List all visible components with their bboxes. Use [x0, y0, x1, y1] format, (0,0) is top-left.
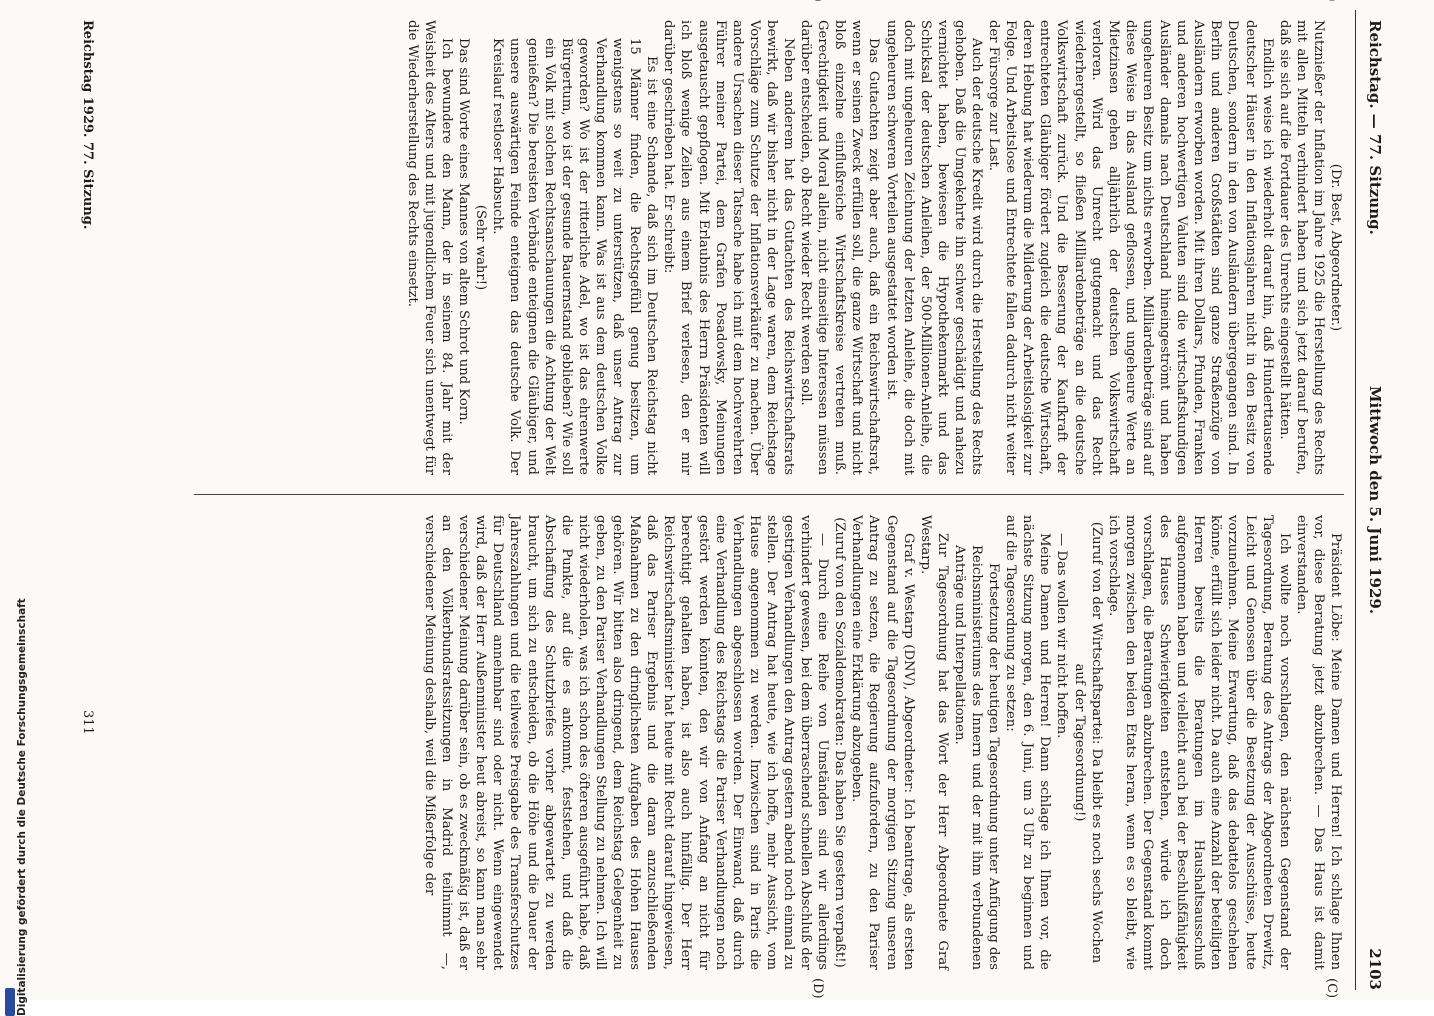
paragraph: Graf v. Westarp (DNV), Abgeordneter: Ich beantrage, als ersten Gegenstand auf die Tagesordnung der morgigen Sitzung unseren Antrag zu setzen, die Regierung aufzufordern, zu den Pariser Verhandlungen eine Erklärung abzugeben.: [849, 515, 916, 970]
left-column: [404, 20, 1344, 475]
right-column: [421, 515, 1344, 970]
paragraph: Präsident Löbe: Meine Damen und Herren! Ich schlage Ihnen vor, diese Beratung jetzt abzubrechen. — Das Haus ist damit einverstanden.: [1293, 515, 1343, 970]
paragraph: Ich bewundere den Mann, der in seinem 84. Jahr mit der Weisheit des Alters und mit jugendlichem Feuer sich unentwegt für die Wiederherstellung des Rechts einsetzt.: [404, 20, 455, 475]
header-date: Mittwoch den 5. Juni 1929.: [1366, 385, 1384, 615]
interjection: (Zuruf von den Sozialdemokraten: Das haben Sie gestern verpaßt!): [832, 517, 848, 968]
margin-mark-b: [809, 0, 826, 2]
page-header: [1364, 10, 1386, 990]
interjection: (Zuruf von der Wirtschaftspartei: Da bleibt es noch sechs Wochen auf der Tagesordnung!): [1071, 521, 1104, 964]
interjection: (Sehr wahr!): [473, 204, 489, 291]
paragraph: Neben anderem hat das Gutachten des Reichswirtschaftsrats bewirkt, daß wir bisher nicht in der Lage waren, dem Reichstage Vorschläge zum Schutze der Inflationsverkäufer zu machen. Über andere Ursachen dieser Tatsache habe ich mit dem hochverehrten Führer meiner Partei, dem Grafen Posadowsky, Meinungen ausgetauscht gepflogen. Mit Erlaubnis des Herrn Präsidenten will ich bloß wenige Zeilen aus einem Brief verlesen, den er mir darüber geschrieben hat. Er schreibt:: [661, 20, 796, 475]
digitization-credit-text: Digitalisierung gefördert durch die Deutsche Forschungsgemeinschaft: [16, 598, 28, 1016]
digitization-credit: [2, 20, 28, 1016]
rotated-printed-page: [66, 10, 1386, 999]
paragraph: Nutznießer der Inflation im Jahre 1925 die Herstellung des Rechts mit allen Mitteln verhindert haben und sich jetzt darauf berufen, daß sie sich auf die Fortdauer des Unrechts eingestellt hätten.: [1276, 20, 1326, 475]
paragraph: Ich wollte noch vorschlagen, den nächsten Gegenstand der Tagesordnung, Beratung des Antrags der Abgeordneten Drewitz, Leicht und Genossen über die Besetzung der Ausschüsse, heute vorzunehmen. Meine Erwartung, daß das debattelos geschehen könne, erfüllt sich leider nicht. Da auch eine Anzahl der beteiligten Herren bereits die Beratungen im Haushaltsausschuß aufgenommen haben und vielleicht auch bei der Beschlußfähigkeit des Hauses Schwierigkeiten entstehen, würde ich doch vorschlagen, die Beratungen abzubrechen. Der Gegenstand kommt morgen zwischen den beiden Etats heran, wenn es so bleibt, wie ich vorschlage.: [1105, 515, 1292, 970]
paragraph: Zur Tagesordnung hat das Wort der Herr Abgeordnete Graf Westarp.: [917, 515, 950, 970]
header-left: Reichstag. — 77. Sitzung.: [1366, 20, 1384, 235]
paragraph: Auch der deutsche Kredit wird durch die Herstellung des Rechts gehoben. Daß die Umgekehrte ihn schwer geschädigt und nahezu vernichtet haben, bewiesen die Hypothekenmarkt und das Schicksal der deutschen Anleihen, der 500-Millionen-Anleihe, die doch mit ungeheuren Zeichnung der letzten Anleihe, die doch mit ungeheuren schweren Vorteilen ausgestattet worden ist.: [883, 20, 985, 475]
quoted-letter: Es ist eine Schande, daß sich im Deutschen Reichstag nicht 15 Männer finden, die Rechtsgefühl genug besitzen, um wenigstens so weit zu unterstützen, daß unser Antrag zur Verhandlung kommen kann. Was ist aus dem deutschen Volke geworden? Wo ist der ritterliche Adel, wo ist das ehrenwerte Bürgertum, wo ist der gesunde Bauernstand geblieben? Wie soll ein Volk mit solchen Rechtsanschauungen die Achtung der Welt genießen? Die bereisten Verbände enteignen die Gläubiger, und unsere auswärtigen Feinde enteignen das deutsche Volk. Der Kreislauf restloser Habsucht.: [490, 38, 660, 475]
speaker-attribution: (Dr. Best, Abgeordneter.): [1328, 163, 1343, 332]
paragraph: Meine Damen und Herren! Dann schlage ich Ihnen vor, die nächste Sitzung morgen, den 6. Juni, um 3 Uhr zu beginnen und auf die Tagesordnung zu setzen:: [1003, 515, 1053, 970]
paragraph: Das sind Worte eines Mannes von altem Schrot und Korn.: [456, 38, 472, 425]
page-number: 2103: [1366, 948, 1384, 990]
margin-mark-d: (D): [810, 978, 825, 999]
paragraph: Endlich weise ich wiederholt darauf hin, daß Hunderttausende deutscher Häuser in den Inflationsjahren nicht in den Besitz von Deutschen, sondern in den von Ausländern übergegangen sind. In Berlin und anderen Großstädten sind ganze Straßenzüge von Ausländern erworben worden. Mit ihren Dollars, Pfunden, Franken und anderen hochwertigen Valuten sind die wirtschaftskundigen Ausländer damals nach Deutschland hineingeströmt und haben ungeheuren Besitz um nichts erworben. Milliardenbeträge sind auf diese Weise in das Ausland geflossen, und ungeheure Werte an Mietzinsen gehen alljährlich der deutschen Volkswirtschaft verloren. Wird das Unrecht gutgemacht und das Recht wiederhergestellt, so fließen Milliardenbeträge an die deutsche Volkswirtschaft zurück. Und die Besserung der Kaufkraft der entrechteten Gläubiger fördert zugleich die deutsche Wirtschaft, deren Hebung hat wiederum die Milderung der Arbeitslosigkeit zur Folge. Und Arbeitslose und Entrechtete fallen dadurch nicht weiter der Fürsorge zur Last.: [986, 20, 1275, 475]
paragraph: — Das wollen wir nicht hoffen.: [1054, 533, 1070, 739]
column-divider: [194, 494, 1344, 495]
footer-sheet-number: 311: [80, 710, 95, 735]
agenda-item: Fortsetzung der heutigen Tagesordnung unter Anfügung des Reichsministeriums des Innern und der mit ihm verbundenen Anträge und Interpellationen.: [951, 545, 1002, 970]
footer-session: Reichstag 1929. 77. Sitzung.: [80, 20, 95, 230]
paragraph: — Durch eine Reihe von Umständen sind wir allerdings verhindert gewesen, bei dem überraschend schnellen Abschluß der gestrigen Verhandlungen den Antrag gestern abend noch einmal zu stellen. Der Antrag hat heute, wie ich hoffe, mehr Aussicht, vom Hause angenommen zu werden. Inzwischen sind in Paris die Verhandlungen abgeschlossen worden. Der Einwand, daß durch eine Verhandlung des Reichstags die Pariser Verhandlungen noch gestört werden könnten, den wir von Anfang an nicht für berechtigt gehalten haben, ist also auch hinfällig. Der Herr Reichswirtschaftsminister hat heute mit Recht darauf hingewiesen, daß das Pariser Ergebnis und die daran anzuschließenden Maßnahmen zu den dringlichsten Aufgaben des Hohen Hauses gehören. Wir bitten also dringend, dem Reichstag Gelegenheit zu geben, zu den Pariser Verhandlungen Stellung zu nehmen. Ich will nicht wiederholen, was ich schon des öfteren ausgeführt habe, daß die Punkte, auf die es ankommt, feststehen, und daß die Abschaffung des Schutzbriefes vorher abgewartet zu werden braucht, um sich zu entscheiden, ob die Höhe und die Dauer der Jahreszahlungen und die teilweise Preisgabe des Transferschutzes für Deutschland annehmbar sind oder nicht. Wenn eingewendet wird, daß der Herr Außenminister heut abreist, so kann man sehr verschiedener Meinung darüber sein, ob es zweckmäßig ist, daß er an den Völkerbundsratssitzungen in Madrid teilnimmt —, verschiedener Meinung deshalb, weil die Mißerfolge der: [422, 515, 831, 970]
margin-mark-a: [1323, 0, 1340, 2]
margin-mark-c: (C): [1324, 978, 1339, 999]
header-rule: [1355, 10, 1356, 990]
dfg-logo-icon: [5, 988, 15, 1016]
paragraph: Das Gutachten zeigt aber auch, daß ein Reichswirtschaftsrat, wenn er seinen Zweck erfüllen soll, die ganze Wirtschaft und nicht bloß einzelne einflußreiche Wirtschaftskreise vertreten muß. Gerechtigkeit und Moral allein, nicht einseitige Interessen müssen darüber entscheiden, ob Recht wieder Recht werden soll.: [798, 20, 882, 475]
